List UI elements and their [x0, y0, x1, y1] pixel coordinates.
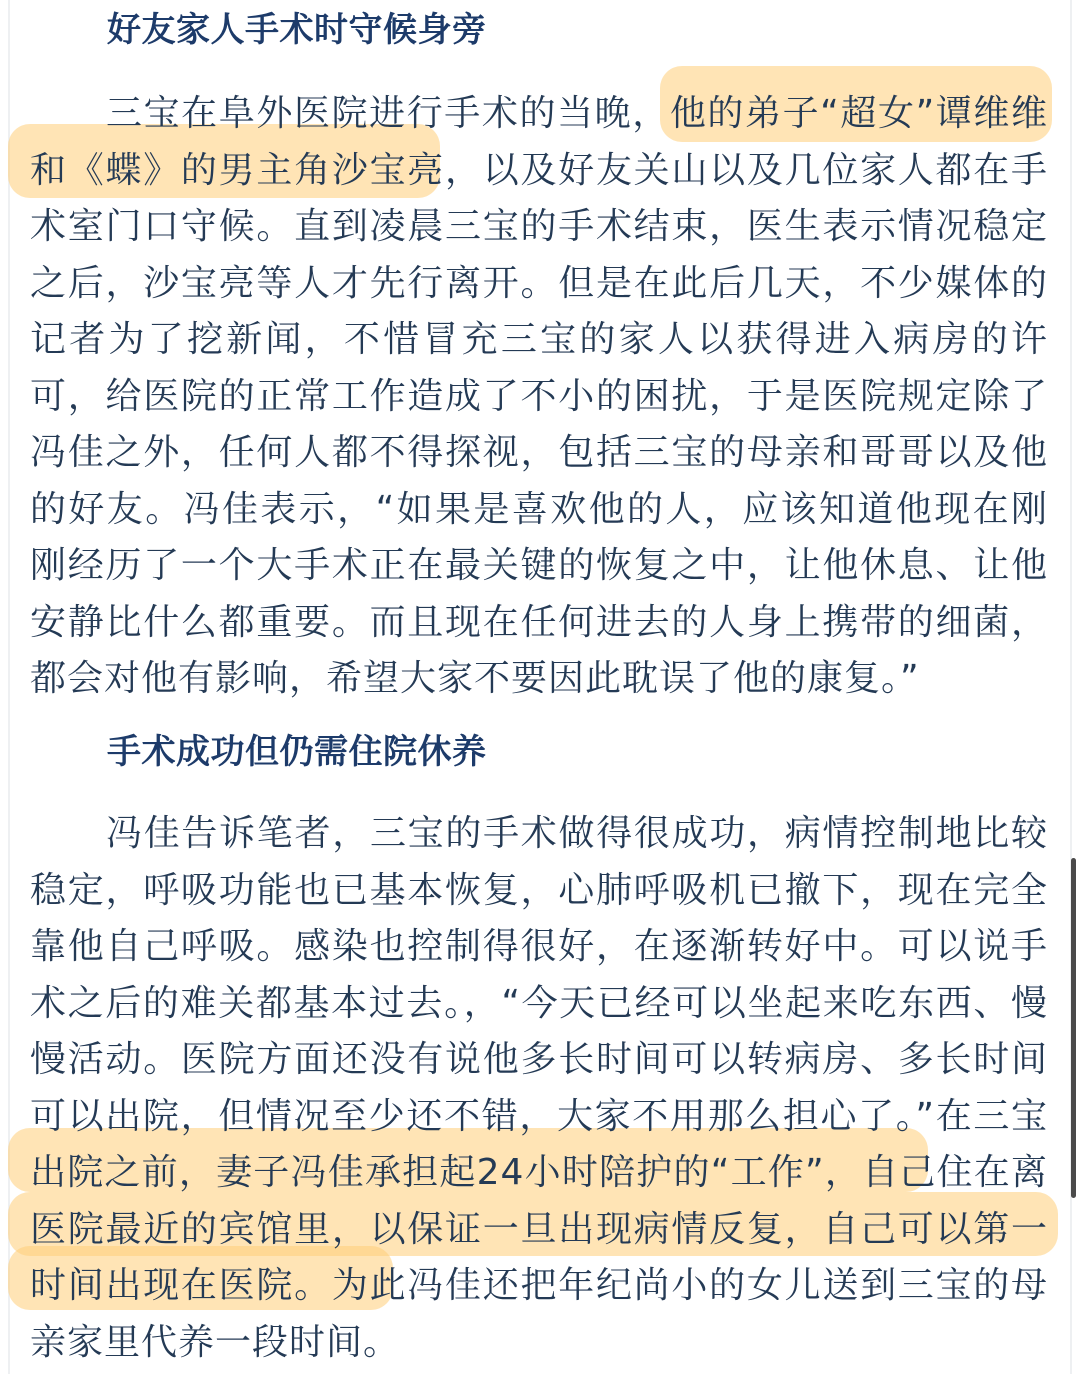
section-heading-family-waiting: 好友家人手术时守候身旁 — [107, 10, 487, 50]
section-paragraph-family-waiting: 三宝在阜外医院进行手术的当晚，他的弟子“超女”谭维维和《蝶》的男主角沙宝亮，以及好友关山以及几位家人都在手术室门口守候。直到凌晨三宝的手术结束，医生表示情况稳定之后，沙宝亮等人才先行离开。但是在此后几天，不少媒体的记者为了挖新闻，不惜冒充三宝的家人以获得进入病房的许可，给医院的正常工作造成了不小的困扰，于是医院规定除了冯佳之外，任何人都不得探视，包括三宝的母亲和哥哥以及他的好友。冯佳表示，“如果是喜欢他的人，应该知道他现在刚刚经历了一个大手术正在最关键的恢复之中，让他休息、让他安静比什么都重要。而且现在任何进去的人身上携带的细菌，都会对他有影响，希望大家不要因此耽误了他的康复。” — [30, 93, 1048, 699]
section-heading-surgery-success: 手术成功但仍需住院休养 — [107, 732, 487, 772]
section-paragraph-surgery-success: 冯佳告诉笔者，三宝的手术做得很成功，病情控制地比较稳定，呼吸功能也已基本恢复，心肺呼吸机已撤下，现在完全靠他自己呼吸。感染也控制得很好，在逐渐转好中。可以说手术之后的难关都基本过去。，“今天已经可以坐起来吃东西、慢慢活动。医院方面还没有说他多长时间可以转病房、多长时间可以出院，但情况至少还不错，大家不用那么担心了。”在三宝出院之前，妻子冯佳承担起24小时陪护的“工作”，自己住在离医院最近的宾馆里，以保证一旦出现病情反复，自己可以第一时间出现在医院。为此冯佳还把年纪尚小的女儿送到三宝的母亲家里代养一段时间。 — [30, 813, 1048, 1363]
vertical-scrollbar[interactable] — [1071, 858, 1076, 1198]
